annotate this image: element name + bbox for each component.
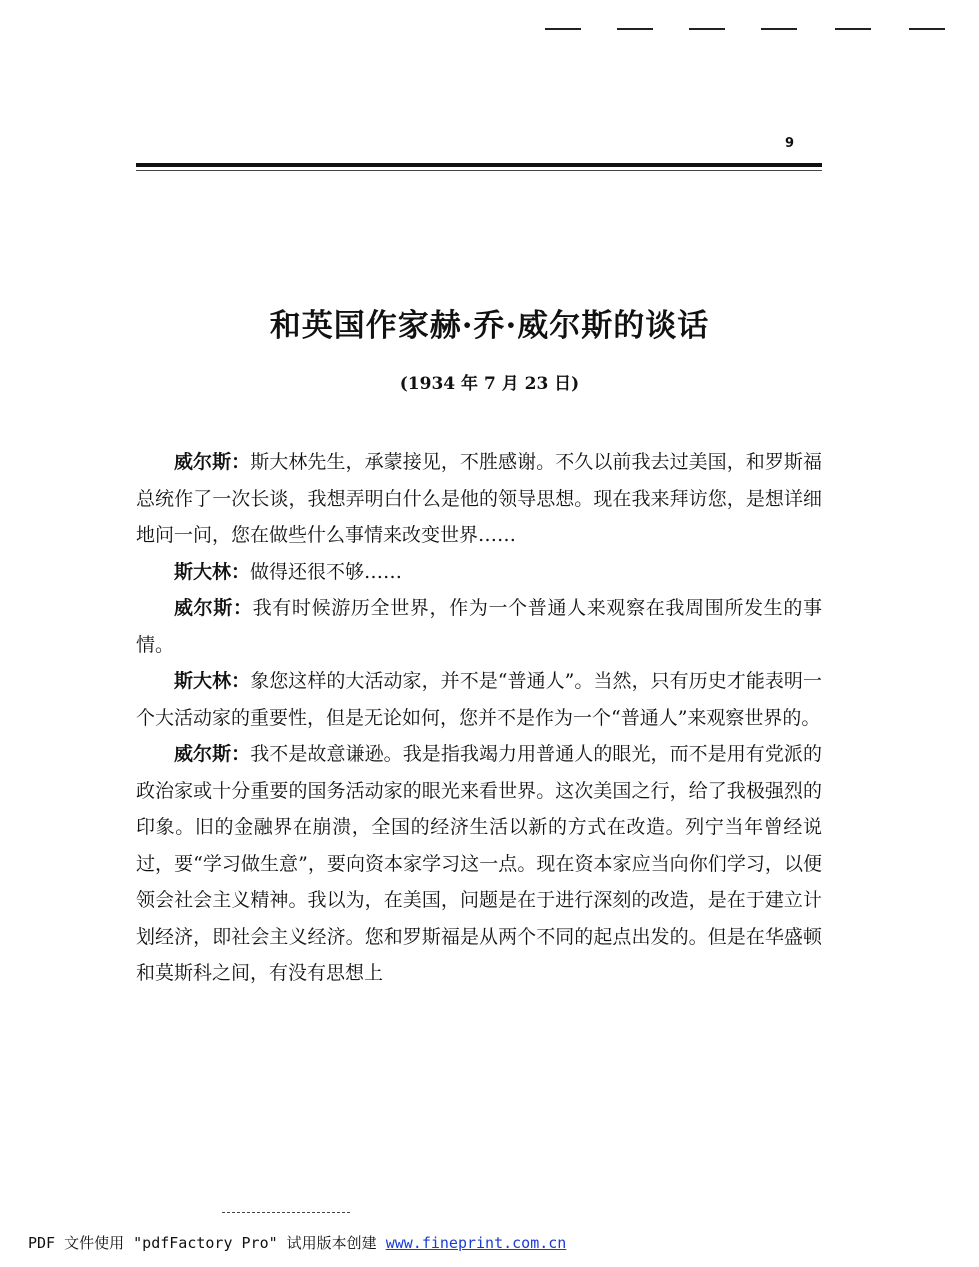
dash <box>909 28 945 30</box>
dialogue-paragraph <box>136 663 822 736</box>
page-number: 9 <box>785 136 795 151</box>
header-rule <box>136 163 822 167</box>
dash <box>835 28 871 30</box>
document-title: 和英国作家赫·乔·威尔斯的谈话 <box>269 308 710 344</box>
speaker-label: 威尔斯： <box>174 743 251 765</box>
speaker-label: 斯大林： <box>174 670 251 692</box>
dash <box>689 28 725 30</box>
paragraph-text: 我有时候游历全世界，作为一个普通人来观察在我周围所发生的事情。 <box>136 597 822 656</box>
paragraph-text: 象您这样的大活动家，并不是“普通人”。当然，只有历史才能表明一个大活动家的重要性，但是无论如何，您并不是作为一个“普通人”来观察世界的。 <box>136 670 822 729</box>
watermark-text: PDF 文件使用 "pdfFactory Pro" 试用版本创建 <box>28 1234 386 1252</box>
dialogue-body <box>136 444 822 992</box>
dialogue-paragraph <box>136 590 822 663</box>
dash <box>761 28 797 30</box>
pdf-watermark <box>28 1232 566 1253</box>
speaker-label: 威尔斯： <box>174 451 251 473</box>
watermark-link[interactable]: www.fineprint.com.cn <box>385 1234 567 1252</box>
dialogue-paragraph <box>136 736 822 992</box>
speaker-label: 斯大林： <box>174 560 251 583</box>
dialogue-paragraph <box>136 444 822 554</box>
dash <box>617 28 653 30</box>
speaker-label: 威尔斯： <box>174 597 253 619</box>
dialogue-paragraph <box>136 554 822 591</box>
paragraph-text: 做得还很不够…… <box>250 560 403 583</box>
top-dashes <box>545 28 975 31</box>
paragraph-text: 斯大林先生，承蒙接见，不胜感谢。不久以前我去过美国，和罗斯福总统作了一次长谈，我想弄明白什么是他的领导思想。现在我来拜访您，是想详细地问一问，您在做些什么事情来改变世界…… <box>136 451 822 546</box>
footer-rule <box>222 1212 350 1214</box>
paragraph-text: 我不是故意谦逊。我是指我竭力用普通人的眼光，而不是用有党派的政治家或十分重要的国务活动家的眼光来看世界。这次美国之行，给了我极强烈的印象。旧的金融界在崩溃，全国的经济生活以新的方式在改造。列宁当年曾经说过，要“学习做生意”，要向资本家学习这一点。现在资本家应当向你们学习，以便领会社会主义精神。我以为，在美国，问题是在于进行深刻的改造，是在于建立计划经济，即社会主义经济。您和罗斯福是从两个不同的起点出发的。但是在华盛顿和莫斯科之间，有没有思想上 <box>136 743 822 984</box>
dash <box>545 28 581 30</box>
document-date: (1934 年 7 月 23 日) <box>399 374 580 394</box>
header-rule-thin <box>136 170 822 171</box>
